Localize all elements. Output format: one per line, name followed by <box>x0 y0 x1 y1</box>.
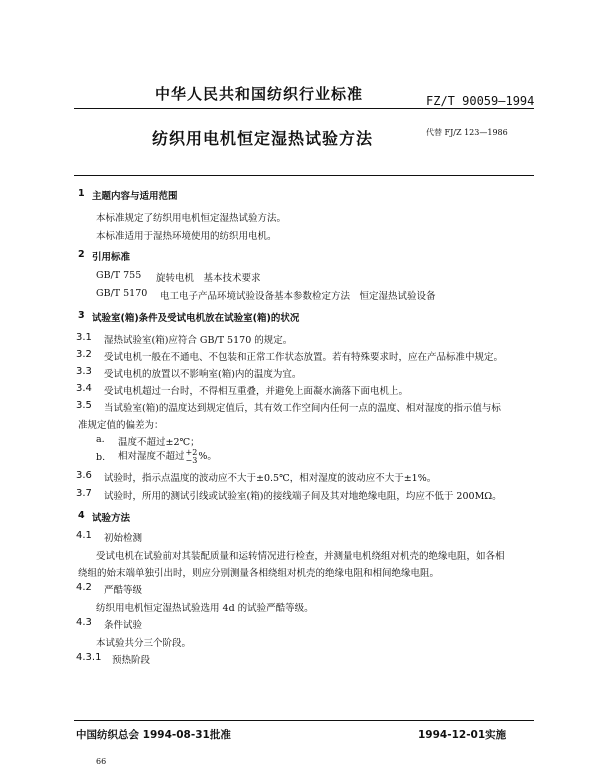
clause-3-3-number: 3.3 <box>76 366 92 377</box>
humidity-lower: −3 <box>185 455 198 465</box>
header-rule <box>74 108 534 109</box>
effective-date: 1994-12-01实施 <box>418 729 507 741</box>
section-4-title: 试验方法 <box>92 513 131 524</box>
item-b-prefix: 相对湿度不超过 <box>118 451 185 462</box>
clause-3-7-number: 3.7 <box>76 488 92 499</box>
clause-3-2-text: 受试电机一般在不通电、不包装和正常工作状态放置。若有特殊要求时，应在产品标准中规定。 <box>104 352 504 363</box>
replaces-standard: 代替 FJ/Z 123—1986 <box>426 128 508 137</box>
reference-1-text: 旋转电机 基本技术要求 <box>156 273 261 284</box>
item-b-text <box>118 446 217 468</box>
section-1-title: 主题内容与适用范围 <box>92 191 178 202</box>
section-1-para-2: 本标准适用于湿热环境使用的纺织用电机。 <box>96 231 277 242</box>
item-a-text: 温度不超过±2℃； <box>118 437 200 448</box>
clause-3-7-text: 试验时，所用的测试引线或试验室(箱)的接线端子间及其对地绝缘电阻，均应不低于 200MΩ。 <box>104 491 502 502</box>
section-1-number: 1 <box>78 188 85 199</box>
clause-3-5-text-line-1: 当试验室(箱)的温度达到规定值后，其有效工作空间内任何一点的温度、相对湿度的指示值与标 <box>104 403 501 414</box>
clause-3-3-text: 受试电机的放置以不影响室(箱)内的温度为宜。 <box>104 369 302 380</box>
clause-4-1-para-line-1: 受试电机在试验前对其装配质量和运转情况进行检查，并测量电机绕组对机壳的绝缘电阻，如各相 <box>96 551 505 562</box>
reference-1-code: GB/T 755 <box>96 270 142 281</box>
item-b-label: b. <box>96 452 106 463</box>
clause-4-1-para-line-2: 绕组的始末端单独引出时，则应分别测量各相绕组对机壳的绝缘电阻和相间绝缘电阻。 <box>78 568 440 579</box>
section-3-title: 试验室(箱)条件及受试电机放在试验室(箱)的状况 <box>92 313 300 324</box>
approval-date: 中国纺织总会 1994-08-31批准 <box>76 729 231 741</box>
clause-4-3-para: 本试验共分三个阶段。 <box>96 638 192 649</box>
standard-category: 中华人民共和国纺织行业标准 <box>155 85 364 103</box>
humidity-upper: +2 <box>185 447 198 457</box>
clause-4-3-1-title: 预热阶段 <box>112 655 151 666</box>
item-b-suffix: %。 <box>198 451 217 462</box>
reference-2-text: 电工电子产品环境试验设备基本参数检定方法 恒定湿热试验设备 <box>160 291 436 302</box>
clause-3-6-text: 试验时，指示点温度的波动应不大于±0.5℃，相对湿度的波动应不大于±1%。 <box>104 473 437 484</box>
item-a-label: a. <box>96 434 105 445</box>
clause-3-5-text-line-2: 准规定值的偏差为： <box>78 420 164 431</box>
section-2-title: 引用标准 <box>92 252 131 263</box>
clause-4-3-title: 条件试验 <box>104 620 143 631</box>
section-4-number: 4 <box>78 510 85 521</box>
clause-4-3-number: 4.3 <box>76 617 92 628</box>
reference-2-code: GB/T 5170 <box>96 288 148 299</box>
humidity-tolerance <box>186 449 198 465</box>
clause-4-2-para: 纺织用电机恒定湿热试验选用 4d 的试验严酷等级。 <box>96 603 314 614</box>
page-number: 66 <box>96 757 107 766</box>
standard-number: FZ/T 90059—1994 <box>426 94 535 108</box>
clause-4-1-number: 4.1 <box>76 530 92 541</box>
clause-4-2-number: 4.2 <box>76 582 92 593</box>
clause-4-2-title: 严酷等级 <box>104 585 143 596</box>
clause-3-2-number: 3.2 <box>76 349 92 360</box>
footer-rule <box>74 720 534 721</box>
clause-3-1-text: 湿热试验室(箱)应符合 GB/T 5170 的规定。 <box>104 335 293 346</box>
clause-3-1-number: 3.1 <box>76 332 92 343</box>
document-title: 纺织用电机恒定湿热试验方法 <box>152 129 374 148</box>
title-rule <box>74 175 534 176</box>
clause-3-4-number: 3.4 <box>76 383 92 394</box>
clause-4-1-title: 初始检测 <box>104 533 143 544</box>
section-2-number: 2 <box>78 249 85 260</box>
section-1-para-1: 本标准规定了纺织用电机恒定湿热试验方法。 <box>96 213 287 224</box>
clause-3-6-number: 3.6 <box>76 470 92 481</box>
clause-4-3-1-number: 4.3.1 <box>76 652 102 663</box>
clause-3-5-number: 3.5 <box>76 400 92 411</box>
clause-3-4-text: 受试电机超过一台时，不得相互重叠，并避免上面凝水滴落下面电机上。 <box>104 386 409 397</box>
section-3-number: 3 <box>78 310 85 321</box>
